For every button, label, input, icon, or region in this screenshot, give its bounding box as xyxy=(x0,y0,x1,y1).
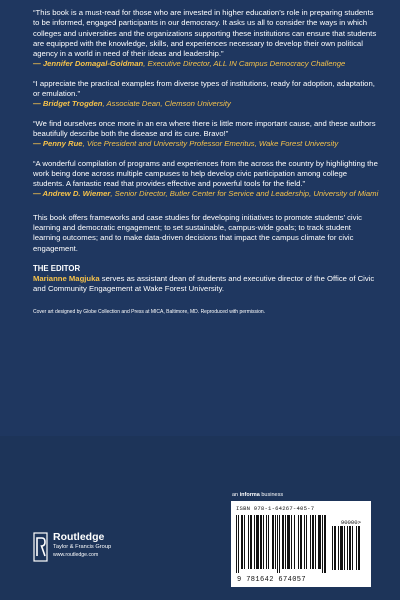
endorser-role: , Senior Director, Butler Center for Service and Leadership, University of Miami xyxy=(110,189,379,199)
endorser-name: — Andrew D. Wiemer xyxy=(33,189,111,199)
endorsement-quote xyxy=(33,159,379,200)
quote-text: “This book is a must-read for those who are invested in higher education’s role in preparing students to be informed, engaged participants in our democracy. It asks us all to consider the ways in which colleges and universities and the organizations supporting these institutions can ensure that students are equipped with the knowledge, skills, and experiences necessary to develop their own political agency in a world in need of their ideas and leadership.” xyxy=(33,8,377,59)
editor-bio xyxy=(33,274,379,295)
barcode-price-code: 90000> xyxy=(340,519,361,526)
book-summary: This book offers frameworks and case studies for developing initiatives to promote students’ civic learning and democratic engagement; to set sustainable, campus-wide goals; to track student learning outcomes; and to make data-driven decisions that impact the campus climate for civic engagement. xyxy=(33,212,363,253)
brand-suffix: business xyxy=(259,492,284,498)
quote-text: “We find ourselves once more in an era where there is little more important cause, and these authors beautifully describe both the disease and its cure. Bravo!” xyxy=(33,118,376,138)
editor-name: Marianne Magjuka xyxy=(33,273,100,283)
endorser-role: , Associate Dean, Clemson University xyxy=(102,99,231,109)
quote-text: “I appreciate the practical examples from diverse types of institutions, ready for adoption, adaptation, or emulation.” xyxy=(33,78,375,99)
editor-heading: THE EDITOR xyxy=(33,263,81,273)
cover-art-credit: Cover art designed by Globe Collection and Press at MICA, Baltimore, MD. Reproduced with permission. xyxy=(33,308,266,315)
brand-prefix: an xyxy=(232,492,240,498)
isbn-number: ISBN 978-1-64267-405-7 xyxy=(236,505,315,512)
endorsement-quote xyxy=(33,119,379,150)
quote-attribution xyxy=(33,189,379,199)
publisher-group: Taylor & Francis Group xyxy=(53,544,112,550)
endorsement-quote xyxy=(33,79,379,110)
barcode-label xyxy=(231,501,371,587)
endorser-name: — Jennifer Domagal-Goldman xyxy=(33,59,144,69)
informa-brand xyxy=(232,492,283,498)
endorser-role: , Executive Director, ALL IN Campus Democracy Challenge xyxy=(143,59,346,69)
publisher-name: Routledge xyxy=(53,531,105,543)
endorser-role: , Vice President and University Professor Emeritus, Wake Forest University xyxy=(82,139,339,149)
routledge-logo-icon xyxy=(33,532,48,562)
editor-bio-text: serves as assistant dean of students and executive director of the Office of Civic and Community Engagement at Wake Forest University. xyxy=(33,273,375,294)
quote-text: “A wonderful compilation of programs and experiences from the across the country by highlighting the work being done across multiple campuses to help develop civic participation among college students. A fantastic read that provides effective and powerful tools for the field.” xyxy=(33,158,378,189)
quote-attribution xyxy=(33,99,379,109)
endorser-name: — Bridget Trogden xyxy=(33,99,103,109)
price-addon-barcode-icon xyxy=(332,526,364,574)
publisher-logo-block xyxy=(33,530,173,570)
endorsement-quote xyxy=(33,8,379,70)
quote-attribution xyxy=(33,59,379,69)
endorser-name: — Penny Rue xyxy=(33,139,83,149)
publisher-url: www.routledge.com xyxy=(53,552,99,558)
quote-attribution xyxy=(33,139,379,149)
brand-name: informa xyxy=(239,492,260,498)
ean-barcode-icon xyxy=(236,515,330,575)
ean-number: 9 781642 674057 xyxy=(237,576,307,584)
cover-text xyxy=(33,8,379,316)
